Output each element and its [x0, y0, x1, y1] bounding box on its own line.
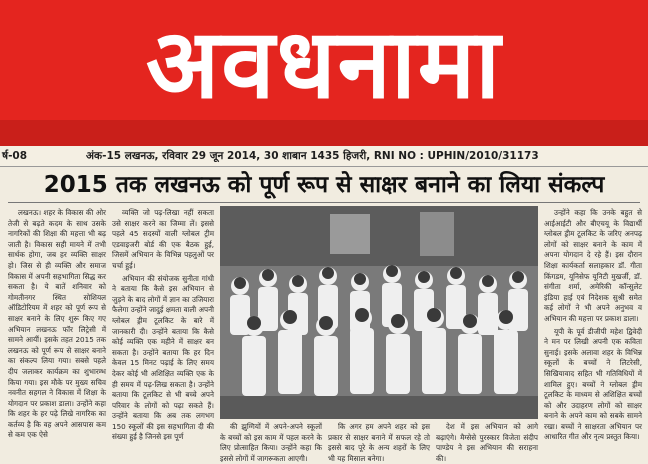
issue-info-bar: [0, 146, 648, 167]
event-photo: [220, 206, 538, 419]
headline-rule: [8, 202, 640, 203]
article-paragraph: लखनऊ। शहर के विकास की ओर तेजी से बढ़ते कदम के साथ उसके नागरिकों की शिक्षा की महत्ता भी बढ़ जाती है। विकास सही मायने में तभी सार्थक होगा, जब हर व्यक्ति साक्षर हो। जिस से ही व्यक्ति और समाज विकास में अपनी सहभागिता सिद्ध कर सकता है। ये बातें शनिवार को गोमतीनगर स्थित सोशियल ऑडिटोरियम में शहर को पूर्ण रूप से साक्षर बनाने के लिए शुरू किए गए अभियान लखनऊ फॉर लिट्रेसी में सामने आयीं। इसके तहत 2015 तक लखनऊ को पूर्ण रूप से साक्षर बनाने का संकल्प लिया गया। सबसे पहले दीप जलाकर कार्यक्रम का शुभारम्भ किया गया। इस मौके पर मुख्य सचिव नवनीत सहगल ने विकास में शिक्षा के योगदान पर प्रकाश डाला। उन्होंने कहा कि शहर के हर पढ़े लिखे नागरिक का कर्तव्य है कि वह अपने आसपास कम से कम एक ऐसे: [8, 208, 106, 440]
article-column-3: [220, 422, 322, 463]
article-paragraph: की झुग्गियों में अपने-अपने स्कूलों के बच्चों को इस काम में पहल करने के लिए प्रोत्साहित किया। उन्होंने कहा कि इससे लोगों में जागरूकता आएगी।: [220, 422, 322, 463]
article-paragraph: देश में इस अभियान को आगे बढ़ाएंगे। मैग्सेसे पुरस्कार विजेता संदीप पाण्डेय ने इस अभियान की सराहना की।: [436, 422, 538, 463]
newspaper-title: अवधनामा: [145, 8, 503, 120]
article-column-4: [328, 422, 430, 463]
article-paragraph: कि अगर हम अपने शहर को इस प्रकार से साक्षर बनाने में सफल रहे तो इससे बाद पूरे के अन्य शहरों के लिए भी यह मिसाल बनेगा।: [328, 422, 430, 463]
article-column-1: [8, 208, 106, 456]
article-column-5: [436, 422, 538, 463]
article-paragraph: उन्होंने कहा कि उनके बहुत से आईआईटी और बीएचयू के विद्यार्थी ग्लोबल ड्रीम टूलकिट के जरिए अनपढ़ लोगों को साक्षर बनाने के काम में अपना योगदान दे रहे हैं। इस दौरान शिक्षा कार्यकर्ता सलाहकार डॉ. गीता किंगडम, यूनिसेफ यूनिटी मुखर्जी, डॉ. संगीता शर्मा, अमेरिकी कॉन्सुलेट इंडिया हाई एवं निदेशक सुश्री समेत कई लोगों ने भी अपने अनुभव व अभियान की महत्ता पर प्रकाश डाला।: [544, 208, 642, 323]
masthead-band: [0, 120, 648, 146]
children-group-photo: [220, 206, 538, 419]
article-paragraph: अभियान की संयोजक सुनीता गांधी ने बताया कि कैसे इस अभियान से जुड़ने के बाद लोगों में ज्ञान का उजियारा फैलेगा उन्होंने जादुई क्षमता वाली अपनी ग्लोबल ड्रीम टूलकिट के बारे में जानकारी दी। उन्होंने बताया कि कैसे कोई व्यक्ति एक महीने में साक्षर बन सकता है। उन्होंने बताया कि हर दिन केवल 15 मिनट पढ़ाई के लिए समय देकर कोई भी अशिक्षित व्यक्ति एक के ही समय में पढ़-लिख सकता है। उन्होंने बताया कि टूलकिट से भी बच्चे अपने परिवार के लोगों को पढ़ा सकते हैं। उन्होंने बताया कि अब तक लगभग 150 स्कूलों की इस सहभागिता दी की संख्या हुई है जिनसे इस पूर्ण: [112, 273, 214, 442]
dateline: अंक-15 लखनऊ, रविवार 29 जून 2014, 30 शाबान 1435 हिजरी, RNI NO : UPHIN/2010/31173: [86, 150, 539, 162]
masthead: [0, 0, 648, 146]
article-paragraph: व्यक्ति जो पढ़-लिखा नहीं सकता उसे साक्षर करने का जिम्मा लें। इससे पहले 45 सदस्यों वाली ग्लोबल ट्रीम एडवाइजरी बोर्ड की एक बैठक हुई, जिसमें अभियान के विभिन्न पहलुओं पर चर्चा हुई।: [112, 208, 214, 270]
article-column-2: [112, 208, 214, 456]
article-paragraph: यूपी के पूर्व डीजीपी महेश द्विवेदी ने मन पर लिखी अपनी एक कविता सुनाई। इसके अलावा शहर के विभिन्न स्कूलों के बच्चों ने लिटरेसी, सिखियावाद सहित भी गतिविधियों में शामिल हुए। बच्चों ने ग्लोबल ड्रीम टूलकिट के माध्यम से अशिक्षित बच्चों को और उदाहरण लोगों को साक्षर बनाने के अपने काम को सबके सामने रखा। बच्चों ने साक्षरता अभियान पर आधारित गीत और नृत्य प्रस्तुत किया।: [544, 326, 642, 442]
headline: 2015 तक लखनऊ को पूर्ण रूप से साक्षर बनाने का लिया संकल्प: [43, 172, 605, 198]
article-column-6: [544, 208, 642, 456]
volume-number: र्ष-08: [2, 150, 28, 162]
